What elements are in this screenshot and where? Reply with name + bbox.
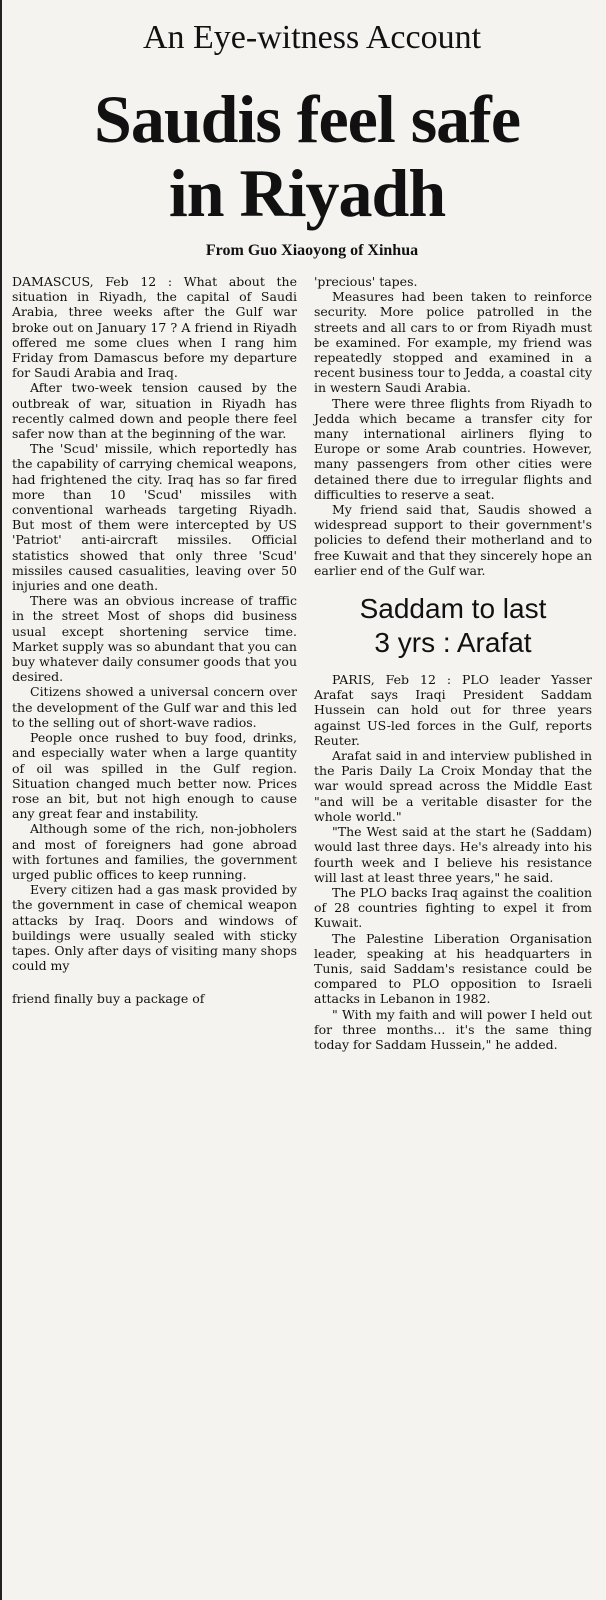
sidebar-paragraph: The Palestine Liberation Organisation leader, speaking at his headquarters in Tunis, said Saddam's resistance could be compared to PLO opposition to Israeli attacks in Lebanon in 1982. <box>314 930 592 1007</box>
article-paragraph: After two-week tension caused by the outbreak of war, situation in Riyadh has recently calmed down and people there feel safer now than at the beginning of the war. <box>12 380 297 442</box>
sidebar-headline-line-2: 3 yrs : Arafat <box>374 627 532 659</box>
article-paragraph-continued: friend finally buy a package of <box>12 991 205 1007</box>
article-headline <box>12 82 602 230</box>
article-paragraph: DAMASCUS, Feb 12 : What about the situation in Riyadh, the capital of Saudi Arabia, three weeks after the Gulf war broke out on January 17 ? A friend in Riyadh offered me some clues when I rang him Friday from Damascus before my departure for Saudi Arabia and Iraq. <box>12 274 297 381</box>
sidebar-paragraph: The PLO backs Iraq against the coalition of 28 countries fighting to expel it from Kuwait. <box>314 884 592 931</box>
sidebar-headline-line-1: Saddam to last <box>359 593 547 625</box>
article-paragraph: Although some of the rich, non-jobholers and most of foreigners had gone abroad with fortunes and families, the government urged public offices to keep running. <box>12 821 297 882</box>
article-paragraph: Every citizen had a gas mask provided by the government in case of chemical weapon attacks by Iraq. Doors and windows of buildings were usually sealed with sticky tapes. Only after days of visiting many shops could my <box>12 882 297 974</box>
article-column-right <box>314 274 592 1052</box>
article-paragraph: People once rushed to buy food, drinks, and especially water when a large quantity of oil was spilled in the Gulf region. Situation changed much better now. Prices rose an bit, but not high enough to cause any great fear and instability. <box>12 730 297 822</box>
article-kicker: An Eye-witness Account <box>142 19 482 56</box>
article-column-left <box>12 274 297 1007</box>
sidebar-paragraph: PARIS, Feb 12 : PLO leader Yasser Arafat says Iraqi President Saddam Hussein can hold out for three years against US-led forces in the Gulf, reports Reuter. <box>314 672 592 748</box>
sidebar-paragraph: " With my faith and will power I held out for three months... it's the same thing today for Saddam Hussein," he added. <box>314 1006 592 1052</box>
sidebar-headline <box>314 592 592 660</box>
byline: From Guo Xiaoyong of Xinhua <box>205 242 419 259</box>
sidebar-paragraph: "The West said at the start he (Saddam) would last three days. He's already into his fourth week and I believe his resistance will last at least three years," he said. <box>314 824 592 885</box>
article-paragraph: Citizens showed a universal concern over the development of the Gulf war and this led to the selling out of short-wave radios. <box>12 684 297 730</box>
article-paragraph: There was an obvious increase of traffic in the street Most of shops did business usual except shortening service time. Market supply was so abundant that you can buy whatever daily consumer goods that you desired. <box>12 593 297 685</box>
article-paragraph: 'precious' tapes. <box>314 274 418 289</box>
headline-line-1: Saudis feel safe <box>94 81 520 157</box>
headline-line-2: in Riyadh <box>168 155 446 231</box>
article-paragraph: My friend said that, Saudis showed a widespread support to their government's policies to defend their motherland and to free Kuwait and that they sincerely hope an earlier end of the Gulf war. <box>314 502 592 578</box>
article-paragraph: Measures had been taken to reinforce security. More police patrolled in the streets and all cars to or from Riyadh must be examined. For example, my friend was repeatedly stopped and examined in a recent business tour to Jedda, a coastal city in western Saudi Arabia. <box>314 289 592 396</box>
article-paragraph: There were three flights from Riyadh to Jedda which became a transfer city for many international airliners flying to Europe or some Arab countries. However, many passengers from other cities were detained there due to irregular flights and difficulties to reserve a seat. <box>314 395 592 502</box>
sidebar-paragraph: Arafat said in and interview published in the Paris Daily La Croix Monday that the war would spread across the Middle East "and will be a veritable disaster for the whole world." <box>314 748 592 824</box>
article-paragraph: The 'Scud' missile, which reportedly has the capability of carrying chemical weapons, had frightened the city. Iraq has so far fired more than 10 'Scud' missiles with conventional warheads targeting Riyadh. But most of them were intercepted by US 'Patriot' anti-aircraft missiles. Official statistics showed that only three 'Scud' missiles caused casualities, leaving over 50 injuries and one death. <box>12 441 297 594</box>
